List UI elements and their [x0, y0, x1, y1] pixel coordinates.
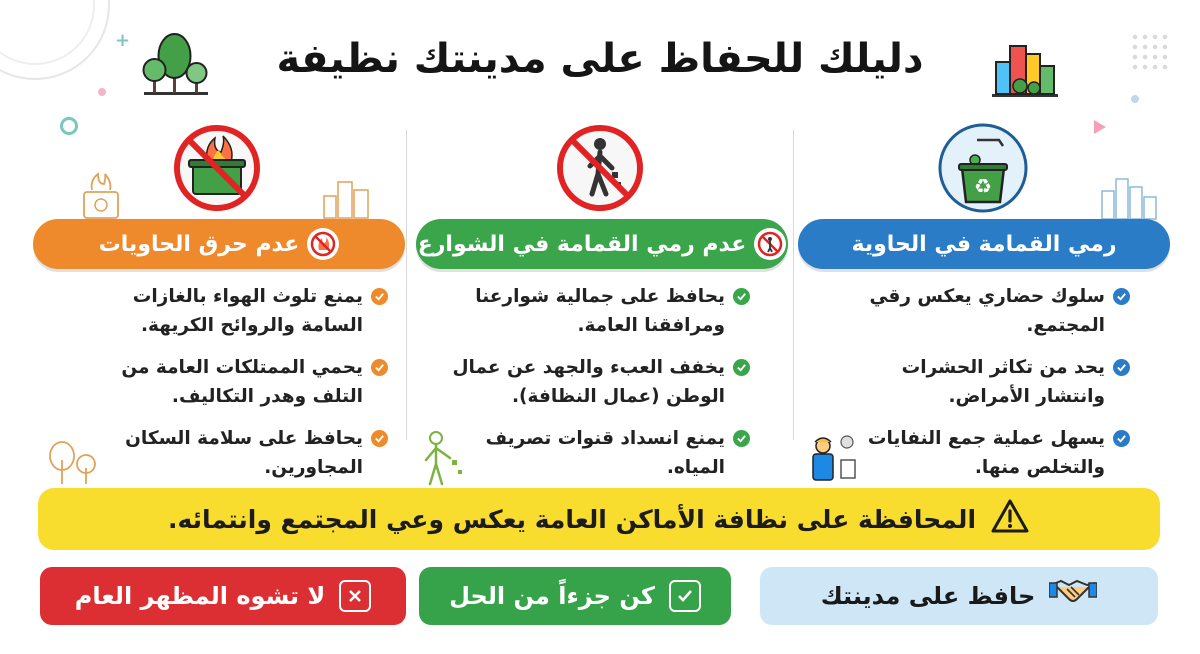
column-header-label: رمي القمامة في الحاوية: [851, 231, 1117, 257]
protect-city-button[interactable]: [760, 567, 1158, 625]
buildings-outline-icon: [322, 178, 374, 220]
dont-deface-button[interactable]: [40, 567, 406, 625]
banner-text: المحافظة على نظافة الأماكن العامة يعكس وعي المجتمع وانتمائه.: [168, 504, 977, 534]
handshake-icon: [1049, 575, 1097, 617]
workers-illustration-icon: [805, 432, 863, 486]
awareness-banner: [38, 488, 1160, 550]
column-divider: [406, 130, 407, 440]
benefits-list-recycle: [830, 282, 1130, 495]
decorative-dot: [98, 88, 106, 96]
check-icon: [1113, 288, 1130, 305]
button-label: كن جزءاً من الحل: [449, 582, 655, 610]
check-icon: [1113, 359, 1130, 376]
check-icon: [733, 430, 750, 447]
list-item-text: يحد من تكاثر الحشرات وانتشار الأمراض.: [901, 357, 1105, 407]
benefits-list-no-littering: [450, 282, 750, 495]
no-burning-icon: [171, 122, 263, 214]
city-skyline-icon: [1100, 175, 1158, 221]
list-item-text: سلوك حضاري يعكس رقي المجتمع.: [869, 286, 1105, 336]
burning-bin-outline-icon: [78, 172, 124, 220]
list-item: [450, 424, 750, 482]
city-buildings-icon: [990, 36, 1060, 98]
list-item: [830, 282, 1130, 340]
list-item-text: يحافظ على سلامة السكان المجاورين.: [125, 428, 363, 478]
trees-outline-icon: [44, 440, 100, 486]
column-header-no-burning: [33, 219, 405, 269]
check-icon: [371, 430, 388, 447]
decorative-dot: [1131, 95, 1139, 103]
list-item-text: يحمي الممتلكات العامة من التلف وهدر التكاليف.: [121, 357, 363, 407]
check-icon: [1113, 430, 1130, 447]
check-icon: [733, 359, 750, 376]
button-label: لا تشوه المظهر العام: [74, 582, 326, 610]
check-icon: [371, 288, 388, 305]
list-item: [450, 353, 750, 411]
page-title: دليلك للحفاظ على مدينتك نظيفة: [276, 36, 924, 82]
list-item-text: يحافظ على جمالية شوارعنا ومرافقنا العامة.: [475, 286, 725, 336]
list-item: [88, 353, 388, 411]
column-header-recycle: [798, 219, 1170, 269]
list-item-text: يمنع انسداد قنوات تصريف المياه.: [485, 428, 725, 478]
list-item-text: يخفف العبء والجهد عن عمال الوطن (عمال النظافة).: [452, 357, 725, 407]
list-item: [88, 282, 388, 340]
be-part-of-solution-button[interactable]: [419, 567, 731, 625]
list-item: [830, 424, 1130, 482]
list-item-text: يسهل عملية جمع النفايات والتخلص منها.: [867, 428, 1105, 478]
decorative-plus: +: [115, 30, 131, 51]
check-icon: [733, 288, 750, 305]
person-littering-icon: [418, 430, 468, 486]
column-divider: [793, 130, 794, 440]
decorative-ring: [60, 117, 78, 135]
column-header-label: عدم رمي القمامة في الشوارع: [417, 231, 747, 257]
no-littering-icon: [554, 122, 646, 214]
list-item-text: يمنع تلوث الهواء بالغازات السامة والروائح الكريهة.: [132, 286, 363, 336]
column-header-no-littering: [416, 219, 788, 269]
check-icon: [371, 359, 388, 376]
checkbox-icon: [669, 580, 701, 612]
button-label: حافظ على مدينتك: [820, 582, 1036, 610]
decorative-triangle: [1094, 120, 1106, 134]
x-box-icon: [339, 580, 371, 612]
list-item: [830, 353, 1130, 411]
no-littering-small-icon: [754, 228, 786, 260]
list-item: [88, 424, 388, 482]
column-header-label: عدم حرق الحاويات: [98, 231, 300, 257]
list-item: [450, 282, 750, 340]
recycle-bin-icon: [937, 122, 1029, 214]
benefits-list-no-burning: [88, 282, 388, 495]
warning-icon: [990, 498, 1030, 540]
no-fire-small-icon: [307, 228, 339, 260]
svg-text:♻: ♻: [974, 174, 992, 198]
